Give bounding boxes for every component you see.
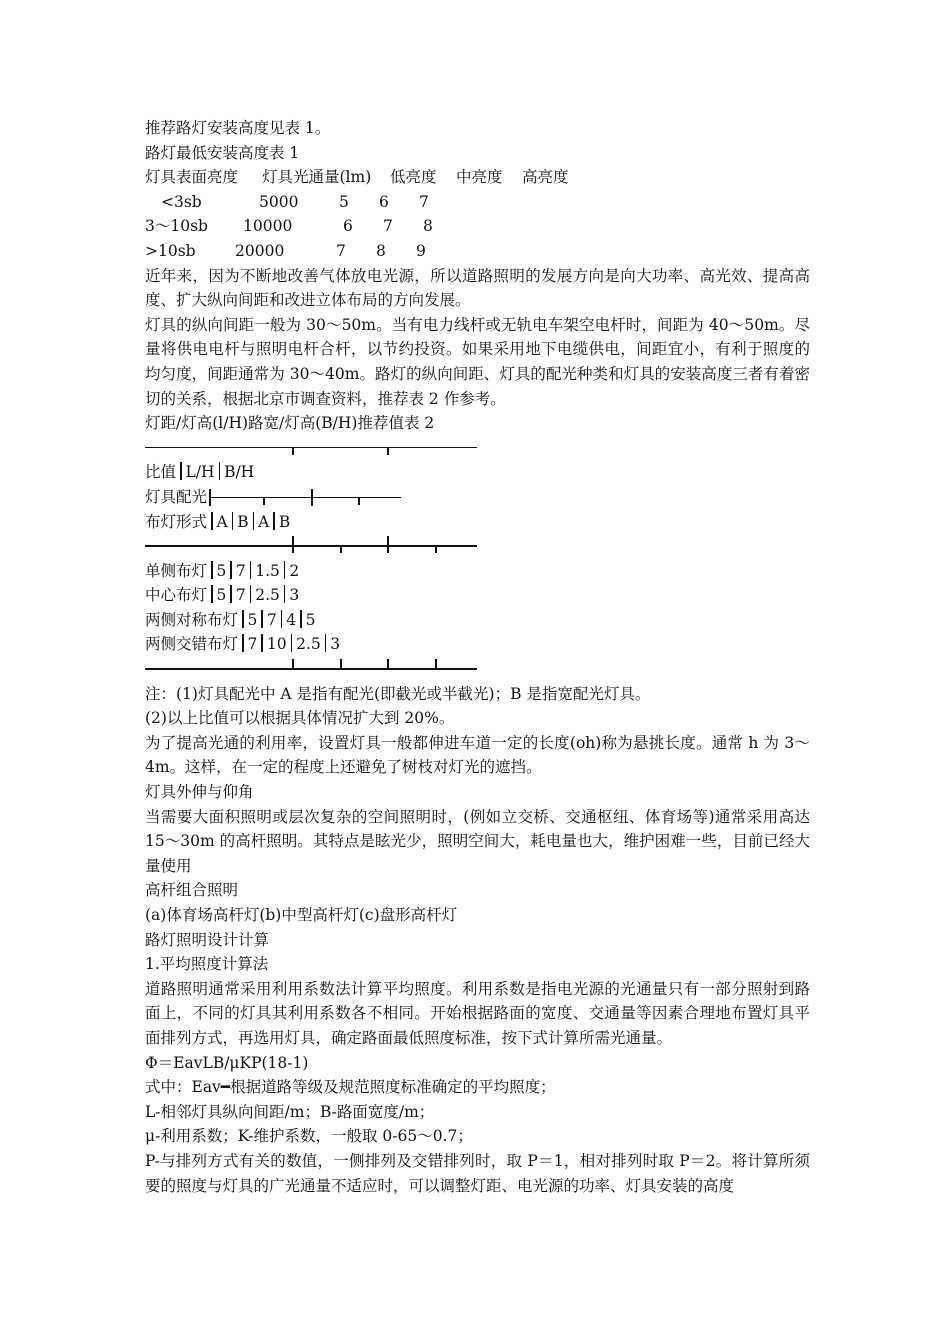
table2-cell: 两侧交错布灯 (145, 635, 239, 654)
table2-cell: 1.5 (255, 561, 280, 580)
table1-cell: 5 (339, 192, 349, 211)
table1-cell: 5000 (259, 192, 299, 211)
note-1: 注：(1)灯具配光中 A 是指有配光(即截光或半截光)；B 是指宽配光灯具。 (145, 684, 651, 703)
table2-cell: 2 (289, 561, 300, 580)
table2-cell: 7 (247, 635, 258, 654)
paragraph-trend: 近年来，因为不断地改善气体放电光源，所以道路照明的发展方向是向大功率、高光效、提高高度、扩大纵向间距和改进立体布局的方向发展。 (145, 266, 810, 310)
table2-header-ratio (145, 460, 810, 485)
table2-header-cell: B/H (224, 463, 255, 482)
table2-row (145, 583, 810, 608)
caption-highmast-types: (a)体育场高杆灯(b)中型高杆灯(c)盘形高杆灯 (145, 906, 458, 924)
table2-cell: 7 (235, 561, 246, 580)
table1-row (145, 239, 810, 264)
paragraph-spacing: 灯具的纵向间距一般为 30～50m。当有电力线杆或无轨电车架空电杆时，间距为 40～50m。尽量将供电电杆与照明电杆合杆，以节约投资。如果采用地下电缆供电，间距宜小，有利于照度的均匀度，间距通常为 30～40m。路灯的纵向间距、灯具的配光种类和灯具的安装高度三者有着密切的关系，根据北京市调查资料，推荐表 2 作参考。 (145, 315, 810, 408)
table1-header-cell: 高亮度 (522, 168, 569, 187)
table2-cell: 两侧对称布灯 (145, 610, 239, 629)
table2-header-cell: 布灯形式 (145, 512, 208, 531)
caption-overhang: 灯具外伸与仰角 (145, 783, 254, 802)
table2-header-cell: 灯具配光 (145, 487, 208, 506)
table2-cell: 10 (266, 635, 287, 654)
document-page (145, 116, 810, 1198)
table2-cell: 7 (235, 586, 246, 605)
formula: Φ＝EavLB/μKP(18-1) (145, 1053, 309, 1072)
table2-header-form (145, 510, 810, 535)
table2-header-cell: A (258, 512, 270, 531)
table1-row (145, 190, 810, 215)
table1-cell: 9 (416, 241, 426, 260)
table2-cell: 5 (247, 610, 258, 629)
table1-row (145, 214, 810, 239)
paragraph-method: 道路照明通常采用利用系数法计算平均照度。利用系数是指电光源的光通量只有一部分照射到路面上，不同的灯具其利用系数各不相同。开始根据路面的宽度、交通量等因素合理地布置灯具平面排列方式，再选用灯具，确定路面最低照度标准，按下式计算所需光通量。 (145, 979, 810, 1047)
table2-cell: 2.5 (255, 586, 280, 605)
table2-cell: 3 (289, 586, 300, 605)
definition-1: 式中：Eav━根据道路等级及规范照度标准确定的平均照度； (145, 1078, 556, 1097)
definition-2: L-相邻灯具纵向间距/m；B-路面宽度/m； (145, 1102, 435, 1121)
table1-header-cell: 中亮度 (456, 168, 503, 187)
table2-cell: 7 (266, 610, 277, 629)
paragraph-overhang: 为了提高光通的利用率，设置灯具一般都伸进车道一定的长度(oh)称为悬挑长度。通常 h 为 3～4m。这样，在一定的程度上还避免了树枝对灯光的遮挡。 (145, 733, 810, 777)
table2-row (145, 559, 810, 584)
table2-cell: 3 (330, 635, 341, 654)
table1-header-cell: 灯具表面亮度 (145, 168, 239, 187)
table1-cell: 7 (383, 217, 393, 236)
table2-header-cell: A (216, 512, 228, 531)
table1-title: 路灯最低安装高度表 1 (145, 143, 300, 162)
table1-cell: 20000 (235, 241, 285, 260)
table2-cell: 单侧布灯 (145, 561, 208, 580)
table1-cell: 8 (423, 217, 433, 236)
paragraph-highmast: 当需要大面积照明或层次复杂的空间照明时，(例如立交桥、交通枢纽、体育场等)通常采用高达 15～30m 的高杆照明。其特点是眩光少，照明空间大，耗电量也大，维护困难一些，目前已经大量使用 (145, 807, 810, 875)
table1-cell: 10000 (243, 217, 293, 236)
table1-cell: 7 (419, 192, 429, 211)
table1-header-cell: 低亮度 (390, 168, 437, 187)
table2-header-cell: L/H (185, 463, 215, 482)
table2-cell: 5 (216, 586, 227, 605)
table1-cell: 6 (379, 192, 389, 211)
table1-cell: >10sb (145, 241, 196, 260)
table2-top-rule (145, 436, 810, 461)
table2-bottom-rule (145, 657, 810, 682)
table2-title: 灯距/灯高(l/H)路宽/灯高(B/H)推荐值表 2 (145, 414, 435, 433)
table1-cell: 6 (343, 217, 353, 236)
table1-cell: <3sb (161, 192, 202, 211)
table2-header-light (145, 485, 810, 510)
heading-average-illuminance: 1.平均照度计算法 (145, 955, 269, 974)
table2-header-cell: B (278, 512, 291, 531)
table2-cell: 2.5 (296, 635, 321, 654)
table2-row (145, 608, 810, 633)
table1-cell: 3～10sb (145, 217, 208, 236)
table2-header-cell: 比值 (145, 463, 177, 482)
table2-row (145, 632, 810, 657)
intro-text: 推荐路灯安装高度见表 1。 (145, 119, 331, 137)
table2-cell: 5 (216, 561, 227, 580)
definition-3: μ-利用系数；K-维护系数，一般取 0-65～0.7； (145, 1127, 473, 1146)
note-2: (2)以上比值可以根据具体情况扩大到 20%。 (145, 709, 455, 728)
heading-calculation: 路灯照明设计计算 (145, 930, 270, 949)
table2-cell: 中心布灯 (145, 586, 208, 605)
table2-cell: 5 (305, 610, 316, 629)
paragraph-last: P-与排列方式有关的数值，一侧排列及交错排列时，取 P＝1，相对排列时取 P＝2。将计算所须要的照度与灯具的广光通量不适应时，可以调整灯距、电光源的功率、灯具安装的高度 (145, 1151, 810, 1195)
table1-cell: 8 (376, 241, 386, 260)
table2-cell: 4 (286, 610, 297, 629)
table2-header-cell: B (237, 512, 249, 531)
table1-header-row (145, 165, 810, 190)
caption-highmast: 高杆组合照明 (145, 881, 239, 900)
table1-header-cell: 灯具光通量(lm) (262, 168, 372, 187)
table1-cell: 7 (336, 241, 346, 260)
table2-mid-rule (145, 534, 810, 559)
